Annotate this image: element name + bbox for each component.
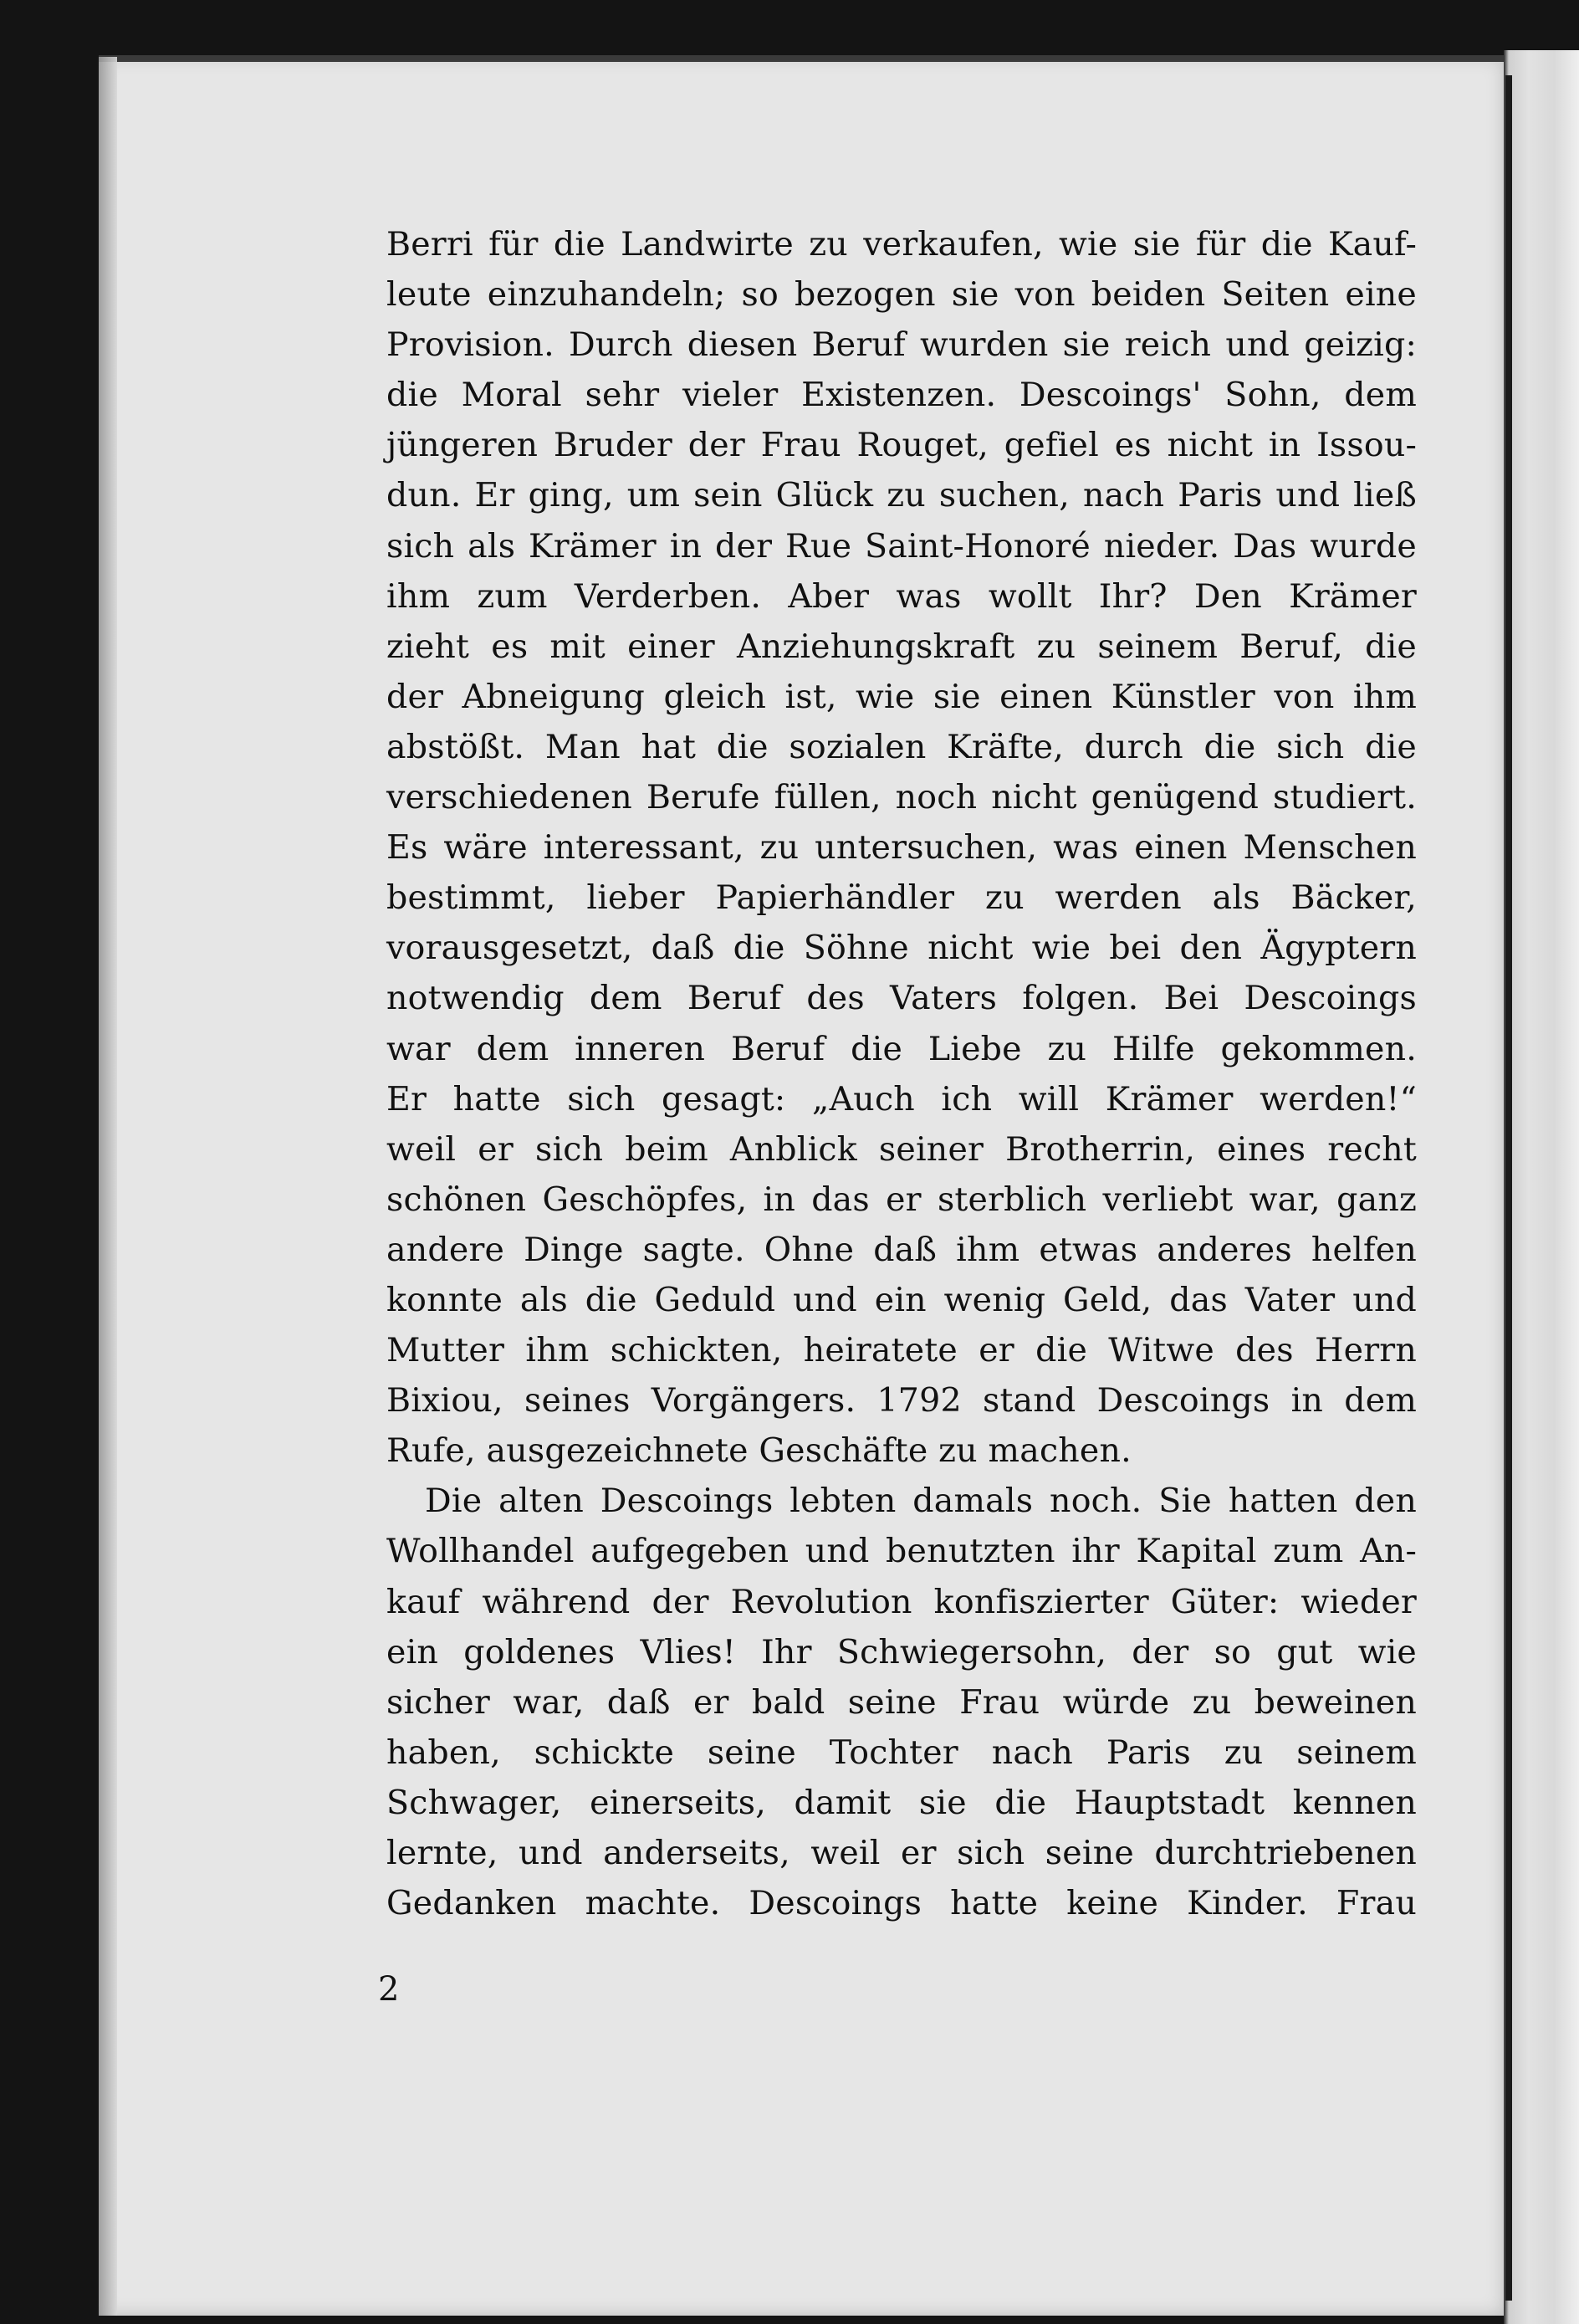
text-line: die Moral sehr vieler Existenzen. Descoings' Sohn, dem <box>386 376 1417 415</box>
text-line: sich als Krämer in der Rue Saint-Honoré nieder. Das wurde <box>386 526 1417 566</box>
text-line: Mutter ihm schickten, heiratete er die Witwe des Herrn <box>386 1331 1417 1370</box>
text-line: zieht es mit einer Anziehungskraft zu seinem Beruf, die <box>386 627 1417 666</box>
text-line: andere Dinge sagte. Ohne daß ihm etwas anderes helfen <box>386 1230 1417 1269</box>
text-line: jüngeren Bruder der Frau Rouget, gefiel es nicht in Issou- <box>386 426 1417 465</box>
text-line: Es wäre interessant, zu untersuchen, was einen Menschen <box>386 828 1417 868</box>
text-line: der Abneigung gleich ist, wie sie einen Künstler von ihm <box>386 677 1417 716</box>
text-line: kauf während der Revolution konfiszierter Güter: wieder <box>386 1582 1417 1621</box>
text-line: konnte als die Geduld und ein wenig Geld, das Vater und <box>386 1280 1417 1319</box>
next-page-edge <box>1504 50 1579 2324</box>
text-line: Berri für die Landwirte zu verkaufen, wie sie für die Kauf- <box>386 225 1417 264</box>
text-line: verschiedenen Berufe füllen, noch nicht genügend studiert. <box>386 778 1417 817</box>
text-line: dun. Er ging, um sein Glück zu suchen, nach Paris und ließ <box>386 476 1417 515</box>
text-line: Wollhandel aufgegeben und benutzten ihr Kapital zum An- <box>386 1532 1417 1571</box>
text-line: Bixiou, seines Vorgängers. 1792 stand Descoings in dem <box>386 1381 1417 1421</box>
paragraph-end-line: Rufe, ausgezeichnete Geschäfte zu machen. <box>386 1431 1132 1471</box>
text-line: ihm zum Verderben. Aber was wollt Ihr? Den Krämer <box>386 576 1417 616</box>
text-line: weil er sich beim Anblick seiner Brotherrin, eines recht <box>386 1129 1417 1169</box>
text-line: war dem inneren Beruf die Liebe zu Hilfe gekommen. <box>386 1029 1417 1068</box>
page-top-edge <box>99 55 1504 62</box>
text-line: haben, schickte seine Tochter nach Paris zu seinem <box>386 1733 1417 1772</box>
text-line: bestimmt, lieber Papierhändler zu werden als Bäcker, <box>386 878 1417 918</box>
text-line: vorausgesetzt, daß die Söhne nicht wie bei den Ägyptern <box>386 929 1417 968</box>
text-line: ein goldenes Vlies! Ihr Schwiegersohn, der so gut wie <box>386 1632 1417 1671</box>
text-line: abstößt. Man hat die sozialen Kräfte, durch die sich die <box>386 727 1417 766</box>
text-line: Gedanken machte. Descoings hatte keine Kinder. Frau <box>386 1884 1417 1923</box>
paragraph-start-line: Die alten Descoings lebten damals noch. Sie hatten den <box>425 1482 1417 1521</box>
text-line: Provision. Durch diesen Beruf wurden sie reich und geizig: <box>386 325 1417 365</box>
text-line: sicher war, daß er bald seine Frau würde zu beweinen <box>386 1682 1417 1722</box>
page-left-edge <box>99 57 117 2316</box>
book-gutter <box>1505 75 1512 2301</box>
text-line: notwendig dem Beruf des Vaters folgen. Bei Descoings <box>386 979 1417 1018</box>
text-line: schönen Geschöpfes, in das er sterblich verliebt war, ganz <box>386 1180 1417 1219</box>
text-line: lernte, und anderseits, weil er sich seine durchtriebenen <box>386 1834 1417 1872</box>
text-line: leute einzuhandeln; so bezogen sie von beiden Seiten eine <box>386 275 1417 315</box>
body-text <box>386 219 1417 1928</box>
text-line: Schwager, einerseits, damit sie die Hauptstadt kennen <box>386 1783 1417 1822</box>
page-number: 2 <box>378 1970 400 2009</box>
text-line: Er hatte sich gesagt: „Auch ich will Krämer werden!“ <box>386 1079 1417 1118</box>
